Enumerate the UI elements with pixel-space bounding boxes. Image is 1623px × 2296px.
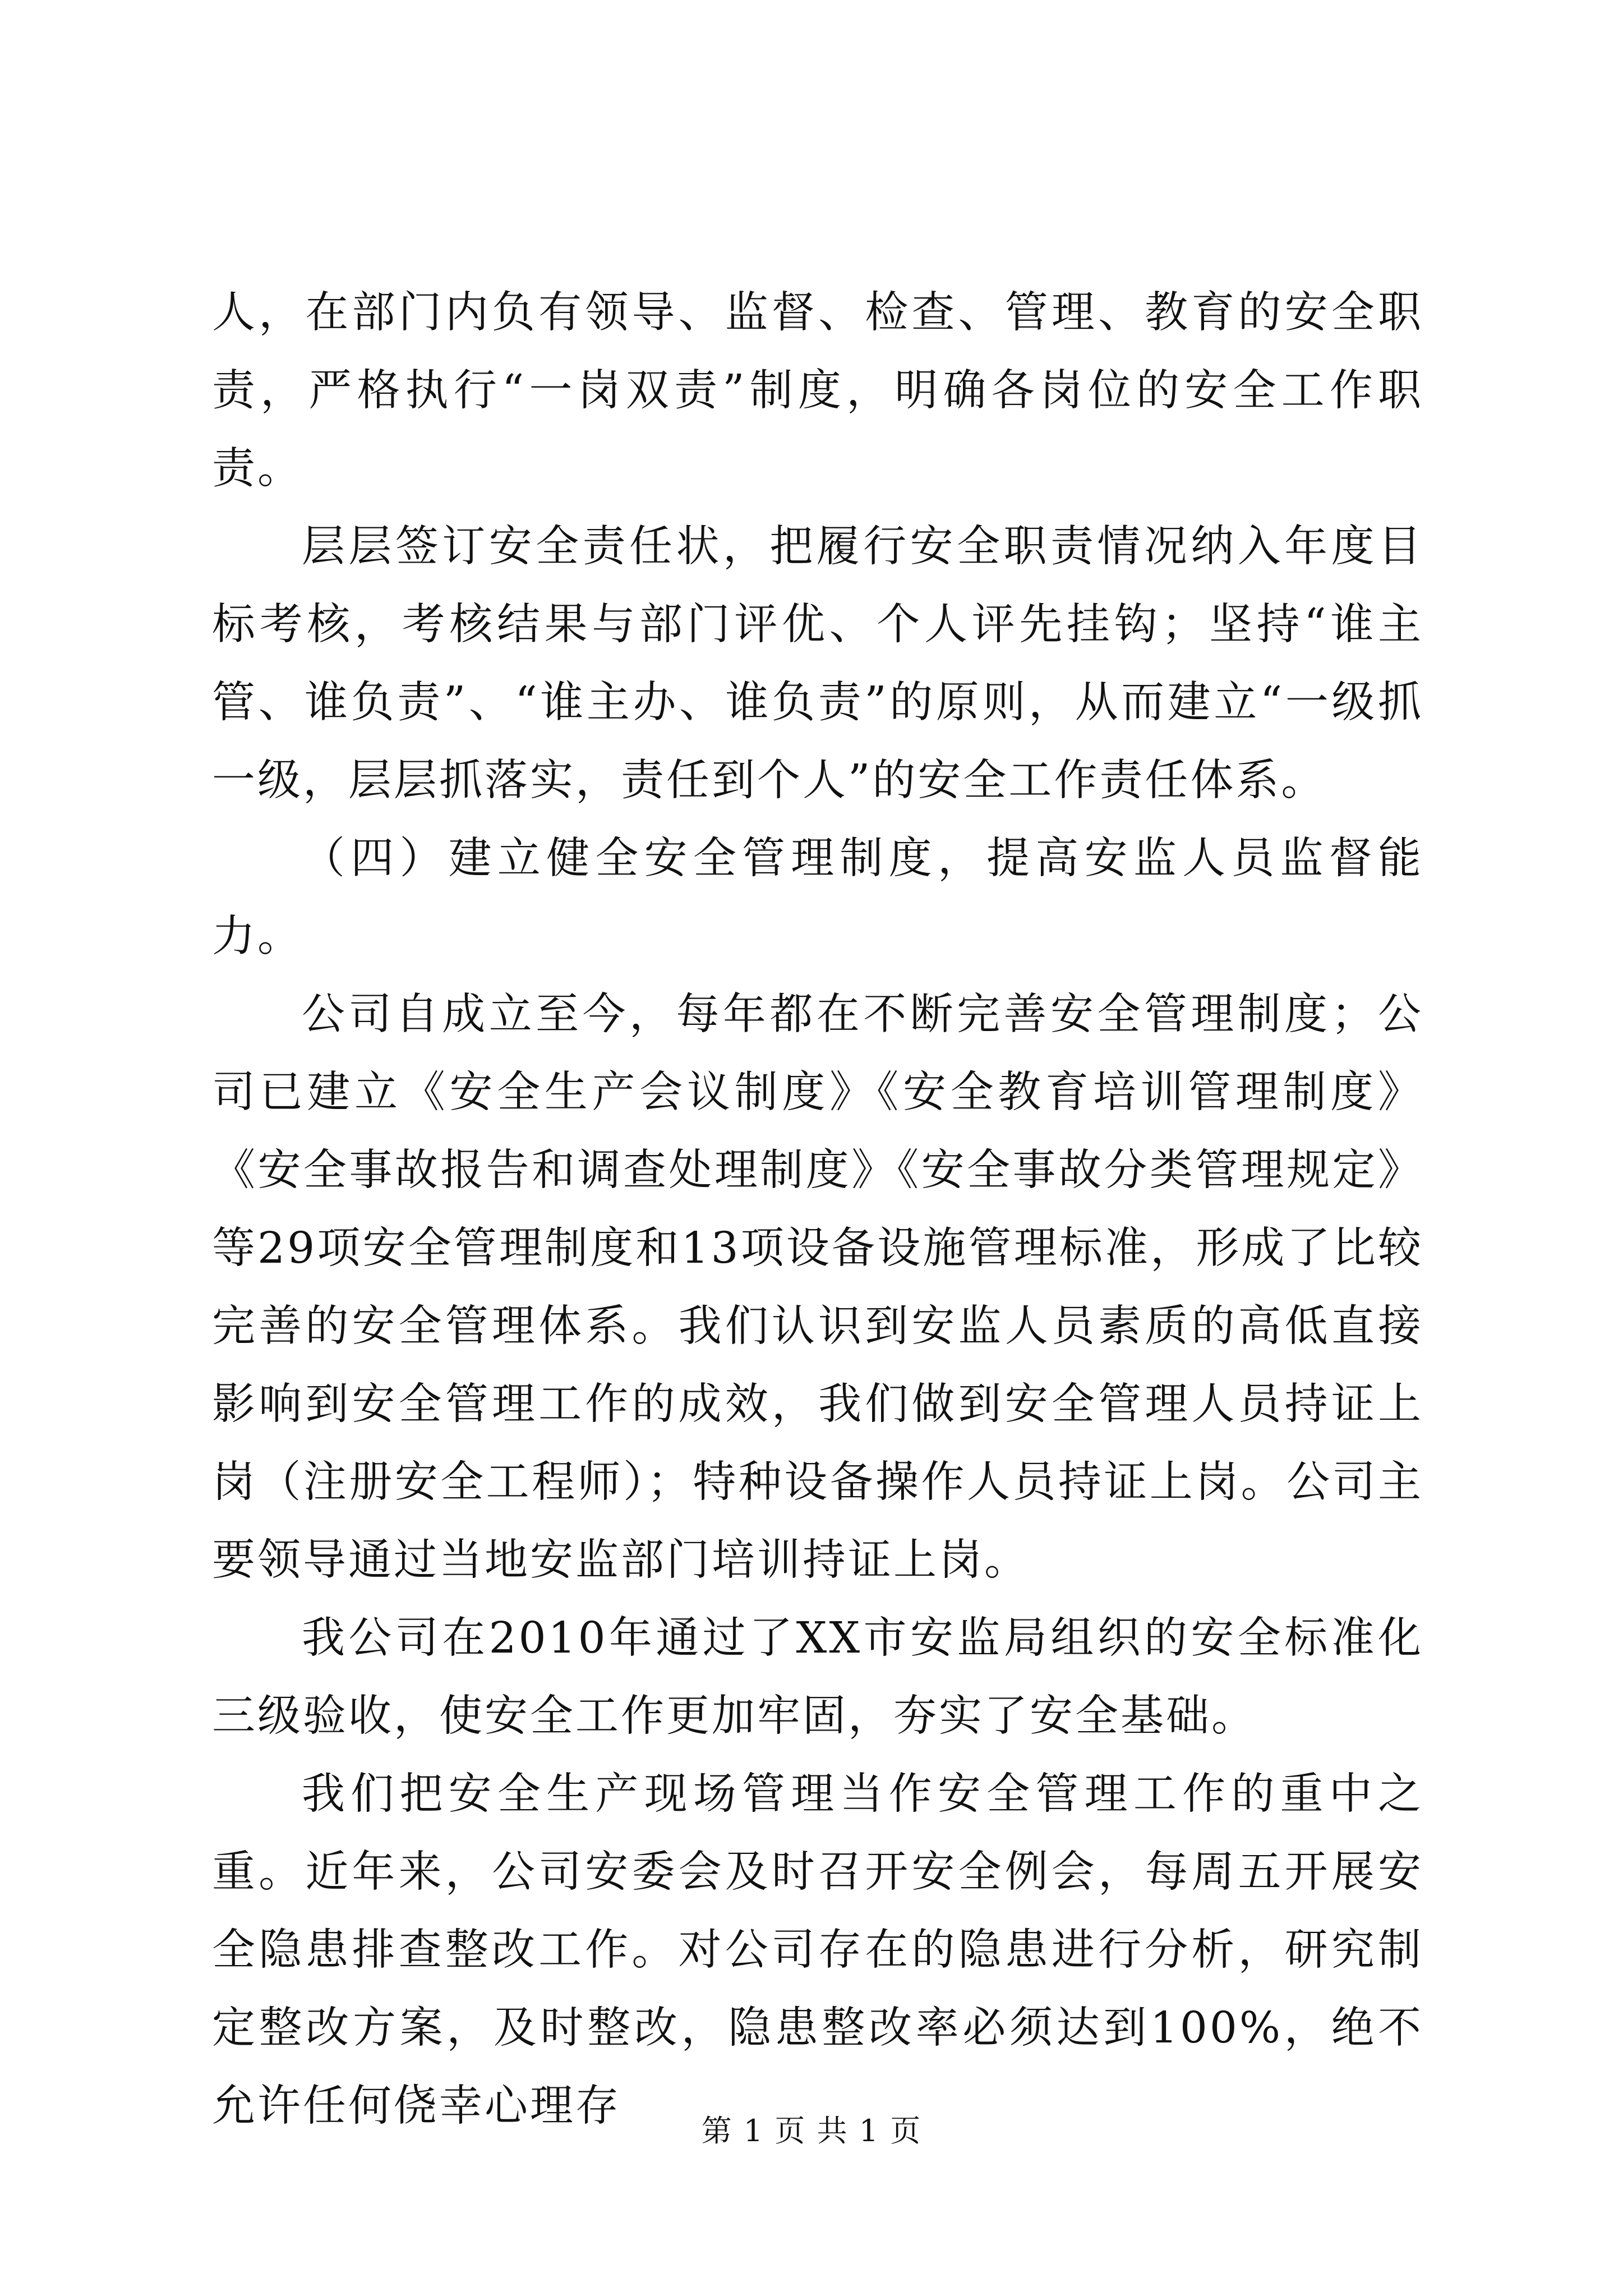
page-footer: 第 1 页 共 1 页	[701, 2113, 922, 2148]
paragraph-continuation: 人，在部门内负有领导、监督、检查、管理、教育的安全职责，严格执行“一岗双责”制度，明确各岗位的安全工作职责。	[212, 288, 1423, 494]
paragraph-management-system: 公司自成立至今，每年都在不断完善安全管理制度；公司已建立《安全生产会议制度》《安全教育培训管理制度》《安全事故报告和调查处理制度》《安全事故分类管理规定》等29项安全管理制度和13项设备设施管理标准，形成了比较完善的安全管理体系。我们认识到安监人员素质的高低直接影响到安全管理工作的成效，我们做到安全管理人员持证上岗（注册安全工程师）；特种设备操作人员持证上岗。公司主要领导通过当地安监部门培训持证上岗。	[212, 990, 1423, 1585]
paragraph-responsibility: 层层签订安全责任状，把履行安全职责情况纳入年度目标考核，考核结果与部门评优、个人评先挂钩；坚持“谁主管、谁负责”、“谁主办、谁负责”的原则，从而建立“一级抓一级，层层抓落实，责任到个人”的安全工作责任体系。	[212, 522, 1423, 806]
document-body	[212, 274, 1423, 2145]
paragraph-site-management: 我们把安全生产现场管理当作安全管理工作的重中之重。近年来，公司安委会及时召开安全例会，每周五开展安全隐患排查整改工作。对公司存在的隐患进行分析，研究制定整改方案，及时整改，隐患整改率必须达到100%，绝不允许任何侥幸心理存	[212, 1769, 1423, 2131]
section-heading-four: （四）建立健全安全管理制度，提高安监人员监督能力。	[212, 834, 1423, 961]
paragraph-standardization: 我公司在2010年通过了XX市安监局组织的安全标准化三级验收，使安全工作更加牢固，夯实了安全基础。	[212, 1613, 1423, 1741]
